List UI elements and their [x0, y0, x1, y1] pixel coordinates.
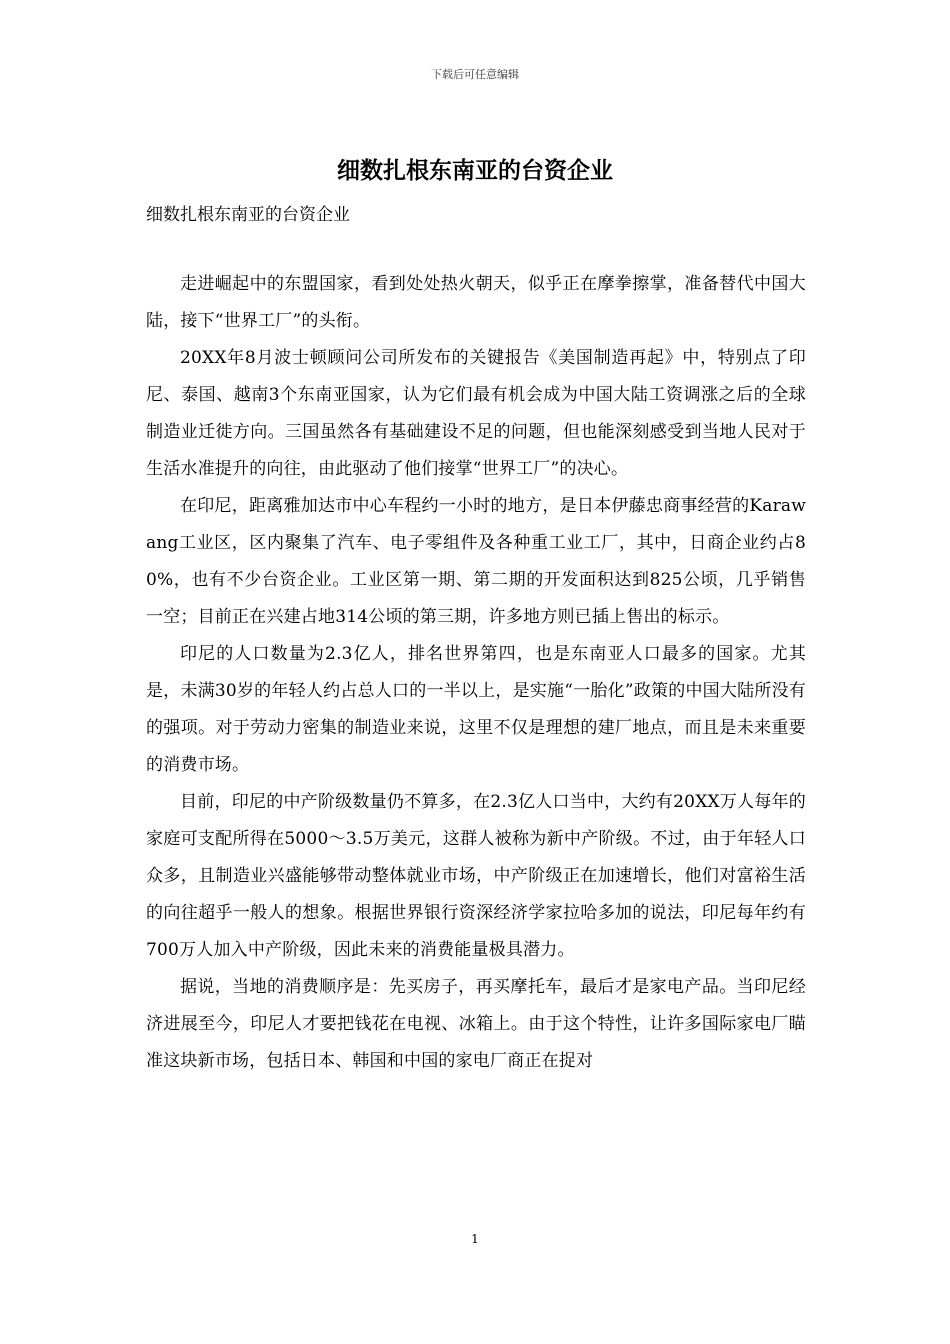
paragraph: 20XX年8月波士顿顾问公司所发布的关键报告《美国制造再起》中，特别点了印尼、泰国、越南3个东南亚国家，认为它们最有机会成为中国大陆工资调涨之后的全球制造业迁徙方向。三国虽然各有基础建设不足的问题，但也能深刻感受到当地人民对于生活水准提升的向往，由此驱动了他们接掌“世界工厂”的决心。 — [146, 348, 806, 479]
paragraph: 印尼的人口数量为2.3亿人，排名世界第四，也是东南亚人口最多的国家。尤其是，未满30岁的年轻人约占总人口的一半以上，是实施“一胎化”政策的中国大陆所没有的强项。对于劳动力密集的制造业来说，这里不仅是理想的建厂地点，而且是未来重要的消费市场。 — [146, 644, 806, 775]
document-body — [146, 266, 806, 1080]
document-title: 细数扎根东南亚的台资企业 — [337, 157, 613, 184]
header-note: 下载后可任意编辑 — [431, 68, 519, 81]
paragraph: 在印尼，距离雅加达市中心车程约一小时的地方，是日本伊藤忠商事经营的Karawang工业区，区内聚集了汽车、电子零组件及各种重工业工厂，其中，日商企业约占80%，也有不少台资企业。工业区第一期、第二期的开发面积达到825公顷，几乎销售一空；目前正在兴建占地314公顷的第三期，许多地方则已插上售出的标示。 — [146, 496, 806, 627]
paragraph: 据说，当地的消费顺序是：先买房子，再买摩托车，最后才是家电产品。当印尼经济进展至今，印尼人才要把钱花在电视、冰箱上。由于这个特性，让许多国际家电厂瞄准这块新市场，包括日本、韩国和中国的家电厂商正在捉对 — [146, 977, 806, 1071]
document-subtitle: 细数扎根东南亚的台资企业 — [146, 205, 350, 225]
page-number: 1 — [471, 1232, 479, 1246]
paragraph: 目前，印尼的中产阶级数量仍不算多，在2.3亿人口当中，大约有20XX万人每年的家庭可支配所得在5000～3.5万美元，这群人被称为新中产阶级。不过，由于年轻人口众多，且制造业兴盛能够带动整体就业市场，中产阶级正在加速增长，他们对富裕生活的向往超乎一般人的想象。根据世界银行资深经济学家拉哈多加的说法，印尼每年约有700万人加入中产阶级，因此未来的消费能量极具潜力。 — [146, 792, 806, 960]
paragraph: 走进崛起中的东盟国家，看到处处热火朝天，似乎正在摩拳擦掌，准备替代中国大陆，接下“世界工厂”的头衔。 — [146, 274, 806, 331]
